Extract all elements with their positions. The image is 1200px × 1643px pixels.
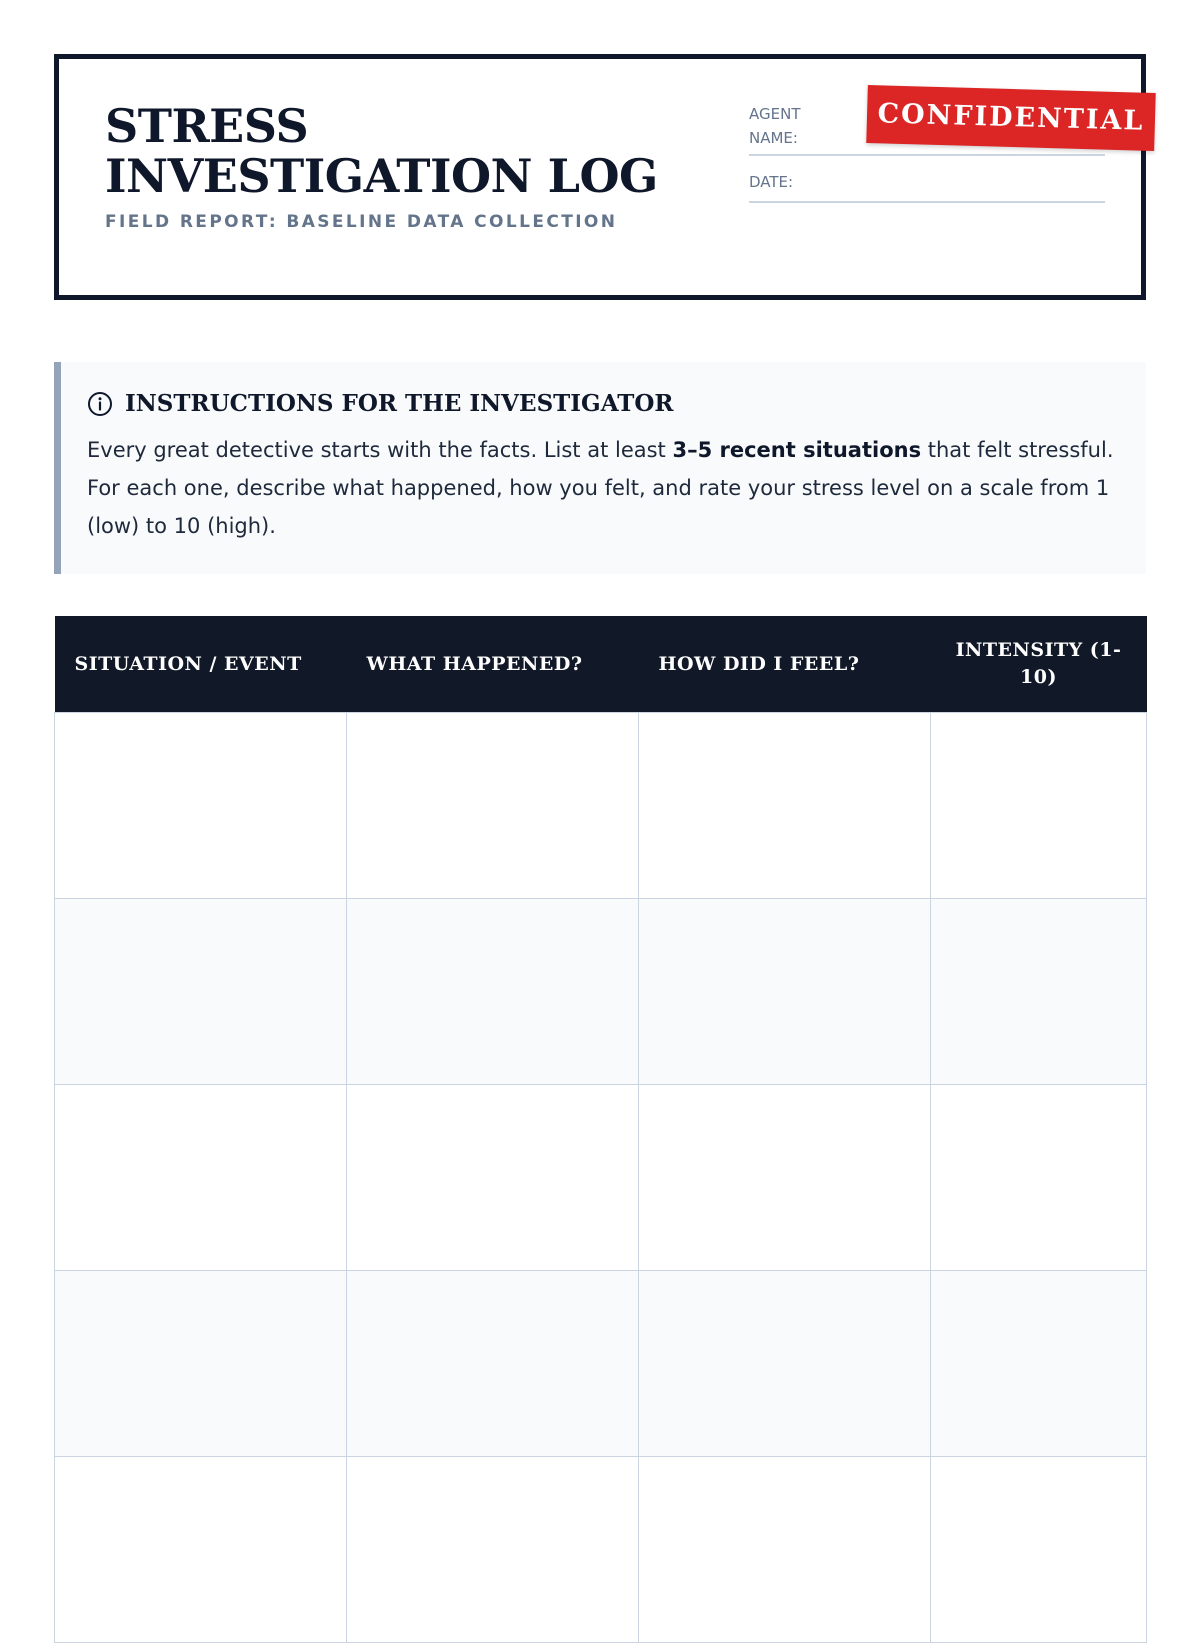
date-field[interactable] (749, 170, 1105, 203)
table-row (55, 713, 1147, 899)
agent-name-field[interactable] (749, 102, 1105, 156)
instructions-title: INSTRUCTIONS FOR THE INVESTIGATOR (125, 390, 674, 417)
intensity-cell[interactable] (931, 899, 1147, 1085)
column-header-intensity: INTENSITY (1-10) (931, 616, 1147, 713)
date-label: DATE: (749, 173, 794, 191)
feeling-cell[interactable] (639, 1085, 931, 1271)
what-happened-cell[interactable] (347, 899, 639, 1085)
instructions-panel (54, 362, 1146, 574)
info-icon (87, 391, 113, 417)
table-row (55, 1085, 1147, 1271)
column-header-feelings: HOW DID I FEEL? (639, 616, 931, 713)
intensity-cell[interactable] (931, 713, 1147, 899)
what-happened-cell[interactable] (347, 713, 639, 899)
intensity-cell[interactable] (931, 1271, 1147, 1457)
what-happened-cell[interactable] (347, 1271, 639, 1457)
instructions-text-end: that felt stressful. For each one, describe what happened, how you felt, and rate your stress level on a scale from 1 (low) to 10 (high). (87, 438, 1114, 538)
feeling-cell[interactable] (639, 1271, 931, 1457)
instructions-text-emphasis: 3–5 recent situations (672, 438, 922, 462)
instructions-heading (87, 390, 1120, 417)
agent-name-label: AGENT NAME: (749, 105, 801, 147)
table-row (55, 899, 1147, 1085)
table-row (55, 1271, 1147, 1457)
what-happened-cell[interactable] (347, 1085, 639, 1271)
stress-log-table (54, 616, 1147, 1643)
feeling-cell[interactable] (639, 713, 931, 899)
column-header-situation: SITUATION / EVENT (55, 616, 347, 713)
table-row (55, 1457, 1147, 1643)
what-happened-cell[interactable] (347, 1457, 639, 1643)
situation-cell[interactable] (55, 1085, 347, 1271)
instructions-text (87, 431, 1120, 545)
feeling-cell[interactable] (639, 899, 931, 1085)
situation-cell[interactable] (55, 1271, 347, 1457)
feeling-cell[interactable] (639, 1457, 931, 1643)
table-header-row (55, 616, 1147, 713)
situation-cell[interactable] (55, 1457, 347, 1643)
confidential-stamp: CONFIDENTIAL (866, 85, 1156, 151)
intensity-cell[interactable] (931, 1085, 1147, 1271)
situation-cell[interactable] (55, 899, 347, 1085)
report-header (54, 54, 1146, 300)
intensity-cell[interactable] (931, 1457, 1147, 1643)
page-title: STRESS INVESTIGATION LOG (105, 99, 658, 203)
column-header-what-happened: WHAT HAPPENED? (347, 616, 639, 713)
instructions-text-start: Every great detective starts with the facts. List at least (87, 438, 673, 462)
page-subtitle: FIELD REPORT: BASELINE DATA COLLECTION (105, 212, 618, 232)
situation-cell[interactable] (55, 713, 347, 899)
